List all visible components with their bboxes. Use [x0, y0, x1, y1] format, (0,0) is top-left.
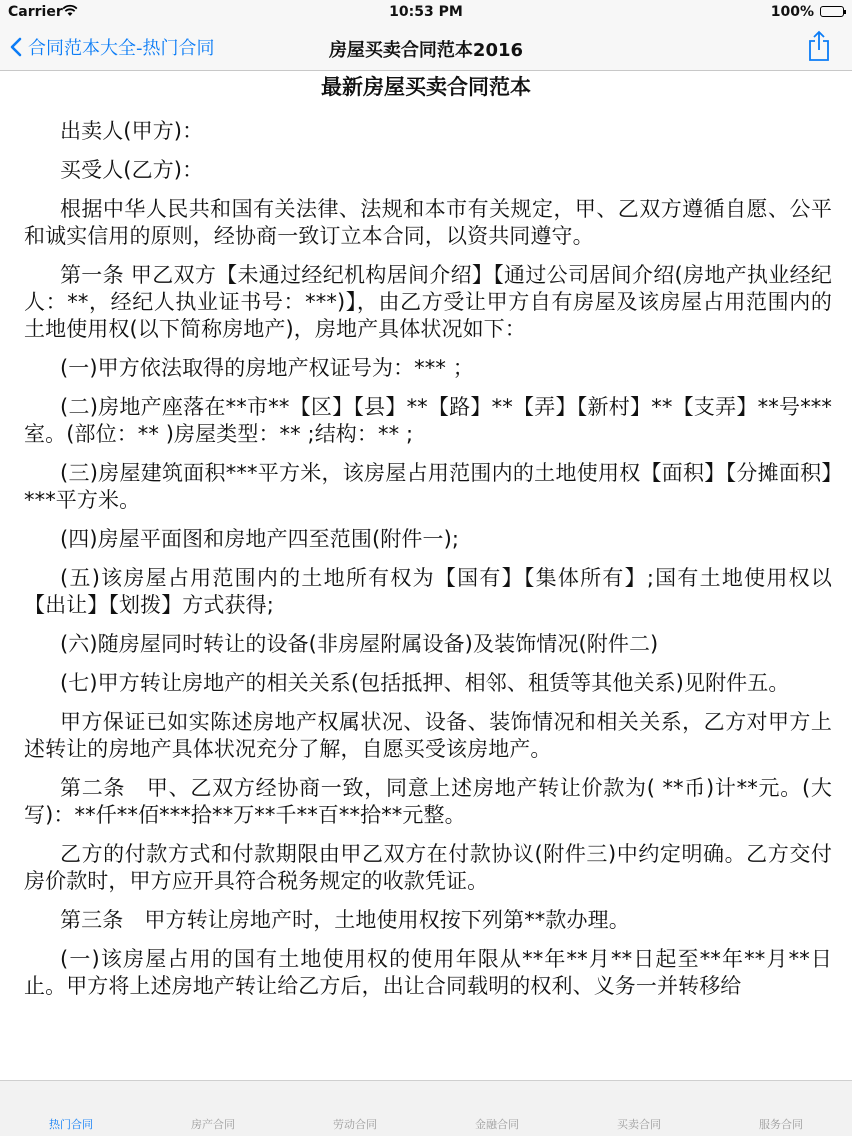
document-paragraph: 出卖人(甲方)： — [60, 119, 204, 143]
document-title: 最新房屋买卖合同范本 — [321, 75, 531, 99]
share-button[interactable] — [806, 30, 832, 62]
tab-label: 金融合同 — [475, 1118, 519, 1131]
tab-label: 房产合同 — [191, 1118, 235, 1131]
document-paragraph: 乙方的付款方式和付款期限由甲乙双方在付款协议(附件三)中约定明确。乙方交付房价款时，甲方应开具符合税务规定的收款凭证。 — [24, 842, 832, 893]
document-paragraph: (四)房屋平面图和房地产四至范围(附件一); — [60, 527, 460, 551]
carrier-label: Carrier — [8, 4, 63, 20]
clock: 10:53 PM — [389, 4, 463, 20]
tab-label: 劳动合同 — [333, 1118, 377, 1131]
battery-percentage: 100% — [770, 4, 814, 20]
document-paragraph: (二)房地产座落在**市**【区】【县】**【路】**【弄】【新村】**【支弄】**号***室。(部位：** )房屋类型：** ;结构：** ; — [24, 395, 832, 446]
document-paragraph: (一)甲方依法取得的房地产权证号为：*** ； — [60, 356, 474, 380]
document-paragraph: 根据中华人民共和国有关法律、法规和本市有关规定，甲、乙双方遵循自愿、公平和诚实信用的原则，经协商一致订立本合同，以资共同遵守。 — [24, 197, 832, 248]
document-paragraph: 第一条 甲乙双方【未通过经纪机构居间介绍】【通过公司居间介绍(房地产执业经纪人：**，经纪人执业证书号：***)】，由乙方受让甲方自有房屋及该房屋占用范围内的土地使用权(以下简称房地产)，房地产具体状况如下： — [24, 263, 832, 341]
document-paragraph: (五)该房屋占用范围内的土地所有权为【国有】【集体所有】;国有土地使用权以【出让】【划拨】方式获得; — [24, 566, 832, 617]
battery-icon — [820, 6, 844, 17]
back-button-label: 合同范本大全-热门合同 — [28, 38, 215, 59]
status-bar — [0, 0, 852, 24]
document-paragraph: 买受人(乙方)： — [60, 158, 204, 182]
tab-label: 热门合同 — [49, 1118, 93, 1131]
tab-label: 服务合同 — [759, 1118, 803, 1131]
tab-label: 买卖合同 — [617, 1118, 661, 1131]
tab-hot-contracts[interactable] — [0, 1081, 142, 1136]
tab-sales-contracts[interactable] — [568, 1081, 710, 1136]
document-body — [0, 118, 852, 1000]
tab-property-contracts[interactable] — [142, 1081, 284, 1136]
document-paragraph: (六)随房屋同时转让的设备(非房屋附属设备)及装饰情况(附件二) — [60, 632, 659, 656]
tab-service-contracts[interactable] — [710, 1081, 852, 1136]
document-paragraph: (一)该房屋占用的国有土地使用权的使用年限从**年**月**日起至**年**月**日止。甲方将上述房地产转让给乙方后，出让合同载明的权利、义务一并转移给 — [24, 947, 832, 998]
document-paragraph: 甲方保证已如实陈述房地产权属状况、设备、装饰情况和相关关系，乙方对甲方上述转让的房地产具体状况充分了解，自愿买受该房地产。 — [24, 710, 832, 761]
document-paragraph: (七)甲方转让房地产的相关关系(包括抵押、相邻、租赁等其他关系)见附件五。 — [60, 671, 790, 695]
document-view[interactable] — [0, 70, 852, 1080]
tab-labor-contracts[interactable] — [284, 1081, 426, 1136]
document-paragraph: 第二条 甲、乙双方经协商一致，同意上述房地产转让价款为( **币)计**元。(大写)：**仟**佰***拾**万**千**百**拾**元整。 — [24, 776, 832, 827]
share-icon — [806, 30, 832, 62]
page-title: 房屋买卖合同范本2016 — [328, 40, 524, 61]
tab-bar — [0, 1080, 852, 1136]
document-paragraph: 第三条 甲方转让房地产时，土地使用权按下列第**款办理。 — [60, 908, 630, 932]
tab-finance-contracts[interactable] — [426, 1081, 568, 1136]
document-paragraph: (三)房屋建筑面积***平方米，该房屋占用范围内的土地使用权【面积】【分摊面积】***平方米。 — [24, 461, 832, 512]
navigation-bar — [0, 24, 852, 71]
